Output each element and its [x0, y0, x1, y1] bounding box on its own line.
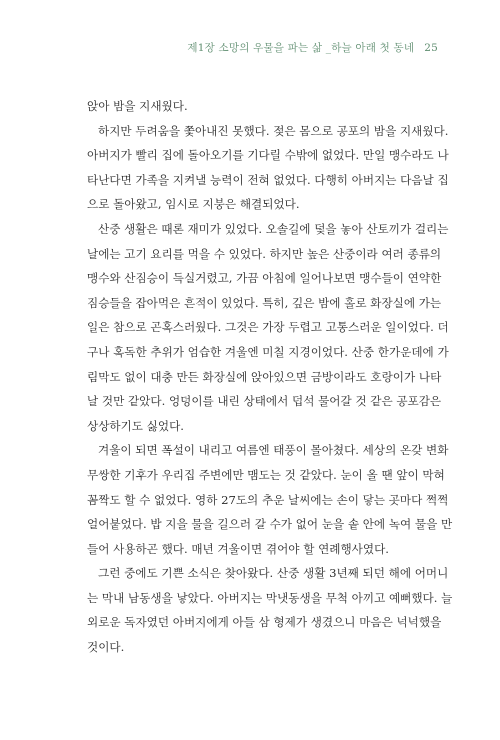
running-header — [187, 40, 438, 55]
text-line: 맹수와 산짐승이 득실거렸고, 가끔 아침에 일어나보면 맹수들이 연약한 — [87, 271, 442, 286]
text-line: 하지만 두려움을 쫓아내진 못했다. 젖은 몸으로 공포의 밤을 지새웠다. — [98, 123, 449, 138]
paragraph — [87, 119, 449, 217]
text-line: 구나 혹독한 추위가 엄습한 겨울엔 미칠 지경이었다. 산중 한가운데에 가 — [87, 344, 449, 359]
text-line: 것이다. — [87, 640, 125, 655]
text-line: 는 막내 남동생을 낳았다. 아버지는 막냇동생을 무척 아끼고 예뻐했다. 늘 — [87, 590, 453, 605]
text-line: 으로 돌아왔고, 임시로 지붕은 해결되었다. — [87, 197, 300, 212]
text-line: 들어 사용하곤 했다. 매년 겨울이면 겪어야 할 연례행사였다. — [87, 541, 389, 556]
text-line: 꼼짝도 할 수 없었다. 영하 27도의 추운 날씨에는 손이 닿는 곳마다 쩍쩍 — [87, 492, 449, 507]
page-number: 25 — [424, 42, 438, 54]
body-text — [87, 94, 453, 660]
text-line: 일은 참으로 곤혹스러웠다. 그것은 가장 두렵고 고통스러운 일이었다. 더 — [87, 320, 449, 335]
text-line: 외로운 독자였던 아버지에게 아들 삼 형제가 생겼으니 마음은 넉넉했을 — [87, 615, 442, 630]
text-line: 아버지가 빨리 집에 돌아오기를 기다릴 수밖에 없었다. 만일 맹수라도 나 — [87, 148, 449, 163]
text-line: 짐승들을 잡아먹은 흔적이 있었다. 특히, 깊은 밤에 홀로 화장실에 가는 — [87, 295, 442, 310]
text-line: 날에는 고기 요리를 먹을 수 있었다. 하지만 높은 산중이라 여러 종류의 — [87, 246, 442, 261]
text-line: 타난다면 가족을 지켜낼 능력이 전혀 없었다. 다행히 아버지는 다음날 집 — [87, 172, 449, 187]
text-line: 산중 생활은 때론 재미가 있었다. 오솔길에 덫을 놓아 산토끼가 걸리는 — [98, 221, 449, 236]
text-line: 그런 중에도 기쁜 소식은 찾아왔다. 산중 생활 3년째 되던 해에 어머니 — [98, 566, 449, 581]
paragraph — [87, 561, 453, 659]
text-line: 림막도 없이 대충 만든 화장실에 앉아있으면 금방이라도 호랑이가 나타 — [87, 369, 442, 384]
text-line: 무쌍한 기후가 우리집 주변에만 맴도는 것 같았다. 눈이 올 땐 앞이 막혀 — [87, 467, 445, 482]
running-title: 제1장 소망의 우물을 파는 삶 _하늘 아래 첫 동네 — [187, 42, 415, 54]
paragraph — [87, 94, 437, 119]
text-line: 겨울이 되면 폭설이 내리고 여름엔 태풍이 몰아쳤다. 세상의 온갖 변화 — [98, 443, 449, 458]
text-line: 날 것만 같았다. 엉덩이를 내린 상태에서 덥석 물어갈 것 같은 공포감은 — [87, 394, 442, 409]
text-line: 앉아 밤을 지새웠다. — [87, 99, 188, 113]
text-line: 상상하기도 싫었다. — [87, 418, 184, 433]
text-line: 얼어붙었다. 밥 지을 물을 길으러 갈 수가 없어 눈을 솥 안에 녹여 물을 만 — [87, 517, 453, 532]
paragraph — [87, 438, 453, 561]
paragraph — [87, 217, 449, 438]
